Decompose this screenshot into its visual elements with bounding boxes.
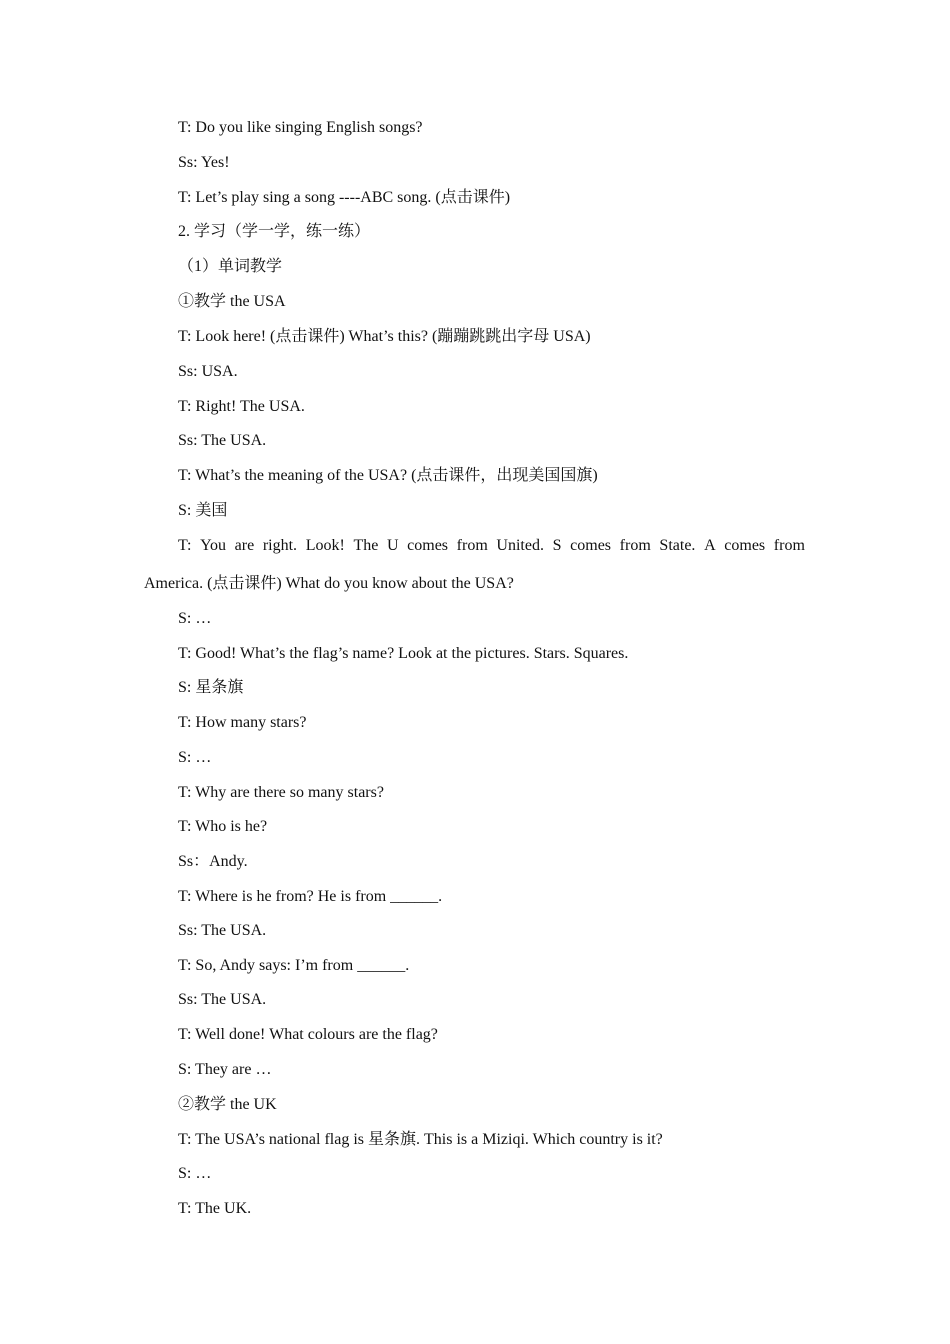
word: right. <box>262 537 298 554</box>
text-line: T: Who is he? <box>178 818 268 835</box>
word: from <box>619 537 651 554</box>
text-line: S: … <box>178 1165 212 1182</box>
text-line: S: … <box>178 749 212 766</box>
word: T: <box>178 537 192 554</box>
text-line: T: Why are there so many stars? <box>178 784 384 801</box>
word: United. <box>496 537 544 554</box>
word: A <box>704 537 716 554</box>
text-line: Ss: The USA. <box>178 991 267 1008</box>
text-line: T: Let’s play sing a song ----ABC song. (点击课件) <box>178 189 511 206</box>
item-heading: ①教学 the USA <box>178 293 286 310</box>
section-heading: 2. 学习（学一学，练一练） <box>178 223 371 240</box>
word: from <box>456 537 488 554</box>
word: The <box>353 537 379 554</box>
word: are <box>234 537 255 554</box>
text-line: T: So, Andy says: I’m from ______. <box>178 957 410 974</box>
word: comes <box>407 537 449 554</box>
text-line: S: They are … <box>178 1061 272 1078</box>
text-line: Ss: Yes! <box>178 154 230 171</box>
text-line: Ss：Andy. <box>178 853 248 870</box>
word: U <box>386 537 399 554</box>
word: from <box>773 537 805 554</box>
text-line: S: 星条旗 <box>178 679 244 696</box>
text-line: S: … <box>178 610 212 627</box>
word: S <box>552 537 562 554</box>
text-line: T: Look here! (点击课件) What’s this? (蹦蹦跳跳出字母 USA) <box>178 328 591 345</box>
text-line: T: What’s the meaning of the USA? (点击课件，出现美国国旗) <box>178 467 598 484</box>
item-heading: ②教学 the UK <box>178 1096 277 1113</box>
text-line: T: Do you like singing English songs? <box>178 119 423 136</box>
text-line: T: The UK. <box>178 1200 252 1217</box>
text-line-continuation: America. (点击课件) What do you know about the USA? <box>144 575 514 592</box>
word: comes <box>570 537 612 554</box>
text-line: T: Well done! What colours are the flag? <box>178 1026 438 1043</box>
text-line: T: How many stars? <box>178 714 307 731</box>
word: You <box>200 537 227 554</box>
text-line: T: Where is he from? He is from ______. <box>178 888 443 905</box>
text-line: T: The USA’s national flag is 星条旗. This is a Miziqi. Which country is it? <box>178 1131 663 1148</box>
text-line: T: Right! The USA. <box>178 398 305 415</box>
subsection-heading: （1）单词教学 <box>178 258 283 275</box>
justified-text-line <box>178 536 805 556</box>
text-line: S: 美国 <box>178 502 228 519</box>
word: Look! <box>305 537 345 554</box>
text-line: T: Good! What’s the flag’s name? Look at the pictures. Stars. Squares. <box>178 645 629 662</box>
text-line: Ss: USA. <box>178 363 238 380</box>
text-line: Ss: The USA. <box>178 432 267 449</box>
word: comes <box>724 537 766 554</box>
word: State. <box>659 537 696 554</box>
text-line: Ss: The USA. <box>178 922 267 939</box>
